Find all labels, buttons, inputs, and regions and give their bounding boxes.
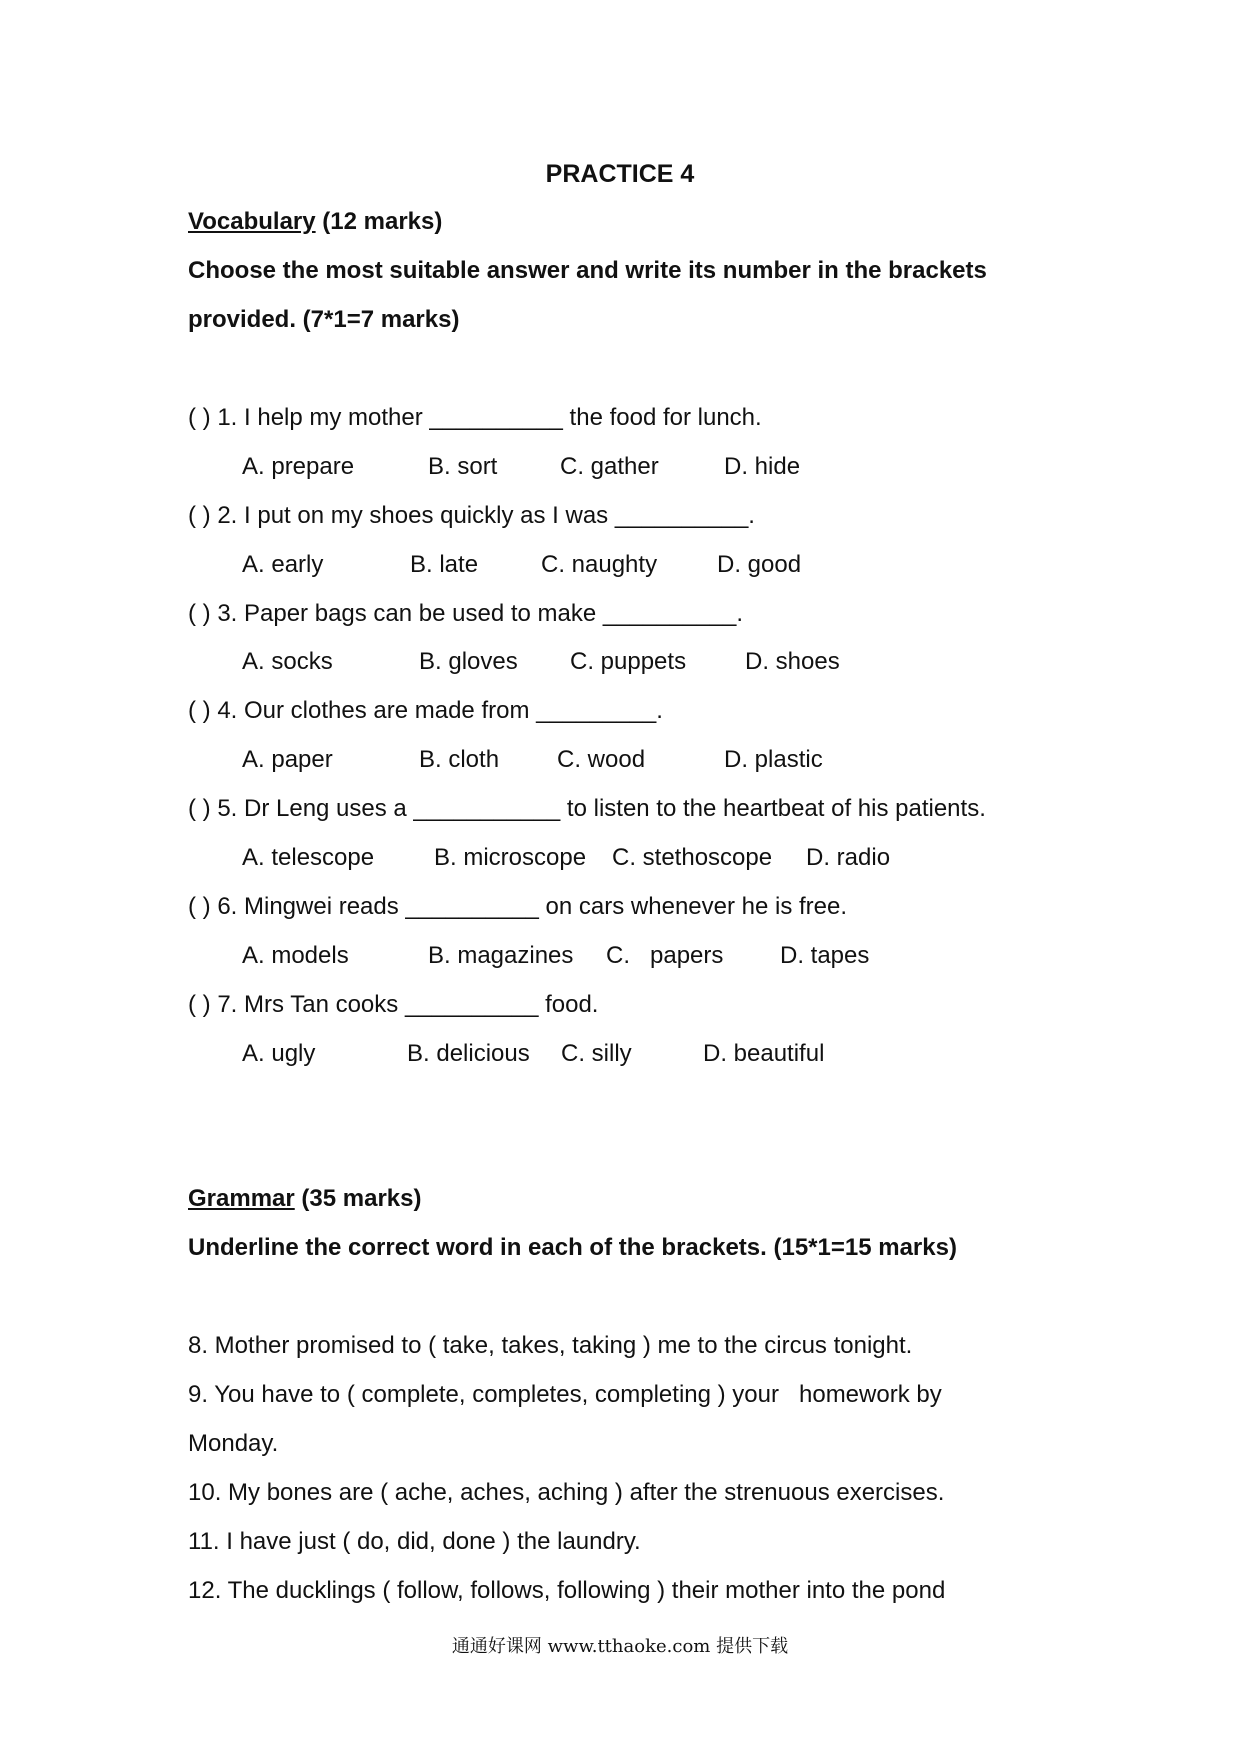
grammar-line-9: 9. You have to ( complete, completes, completing ) your homework by	[188, 1381, 942, 1408]
grammar-line-10: 10. My bones are ( ache, aches, aching ) after the strenuous exercises.	[188, 1479, 945, 1506]
q7-option-b: B. delicious	[407, 1040, 530, 1067]
q1-option-a: A. prepare	[242, 453, 355, 480]
grammar-line-11: 11. I have just ( do, did, done ) the laundry.	[188, 1528, 641, 1555]
grammar-marks: (35 marks)	[294, 1185, 422, 1212]
q4-option-d: D. plastic	[724, 746, 823, 773]
page-title: PRACTICE 4	[545, 160, 695, 188]
q5-option-c: C. stethoscope	[612, 844, 773, 871]
vocab-instruction-2: provided. (7*1=7 marks)	[188, 306, 460, 333]
q3-option-b: B. gloves	[419, 648, 518, 675]
question-1: ( ) 1. I help my mother __________ the food for lunch.	[188, 404, 762, 431]
q3-option-c: C. puppets	[570, 648, 687, 675]
grammar-heading-line	[188, 1185, 421, 1213]
q2-option-c: C. naughty	[541, 551, 658, 578]
q4-option-c: C. wood	[557, 746, 646, 773]
vocab-marks: (12 marks)	[315, 208, 443, 235]
q2-option-d: D. good	[717, 551, 802, 578]
q1-option-c: C. gather	[560, 453, 659, 480]
q1-option-d: D. hide	[724, 453, 801, 480]
question-2: ( ) 2. I put on my shoes quickly as I was __________.	[188, 502, 755, 529]
q3-option-a: A. socks	[242, 648, 333, 675]
q2-option-a: A. early	[242, 551, 324, 578]
question-3: ( ) 3. Paper bags can be used to make __________.	[188, 600, 744, 627]
question-6: ( ) 6. Mingwei reads __________ on cars whenever he is free.	[188, 893, 848, 920]
q6-option-d: D. tapes	[780, 942, 870, 969]
q5-option-d: D. radio	[806, 844, 891, 871]
vocab-instruction-1: Choose the most suitable answer and write its number in the brackets	[188, 257, 987, 284]
vocab-heading: Vocabulary	[188, 208, 316, 235]
q5-option-a: A. telescope	[242, 844, 375, 871]
footer-watermark: 通通好课网 www.tthaoke.com 提供下载	[451, 1636, 789, 1657]
q7-option-d: D. beautiful	[703, 1040, 825, 1067]
question-4: ( ) 4. Our clothes are made from _________.	[188, 697, 663, 724]
grammar-line-9-cont: Monday.	[188, 1430, 279, 1457]
grammar-heading: Grammar	[188, 1185, 295, 1212]
q6-option-c: C. papers	[606, 942, 724, 969]
q5-option-b: B. microscope	[434, 844, 587, 871]
grammar-instruction: Underline the correct word in each of the brackets. (15*1=15 marks)	[188, 1234, 957, 1261]
q1-option-b: B. sort	[428, 453, 498, 480]
q6-option-b: B. magazines	[428, 942, 574, 969]
q2-option-b: B. late	[410, 551, 479, 578]
q6-option-a: A. models	[242, 942, 349, 969]
question-7: ( ) 7. Mrs Tan cooks __________ food.	[188, 991, 599, 1018]
q7-option-a: A. ugly	[242, 1040, 316, 1067]
grammar-line-12: 12. The ducklings ( follow, follows, following ) their mother into the pond	[188, 1577, 946, 1604]
q4-option-b: B. cloth	[419, 746, 500, 773]
vocab-heading-line	[188, 208, 442, 236]
q3-option-d: D. shoes	[745, 648, 840, 675]
grammar-line-8: 8. Mother promised to ( take, takes, taking ) me to the circus tonight.	[188, 1332, 913, 1359]
question-5: ( ) 5. Dr Leng uses a ___________ to listen to the heartbeat of his patients.	[188, 795, 986, 822]
q7-option-c: C. silly	[561, 1040, 632, 1067]
q4-option-a: A. paper	[242, 746, 333, 773]
